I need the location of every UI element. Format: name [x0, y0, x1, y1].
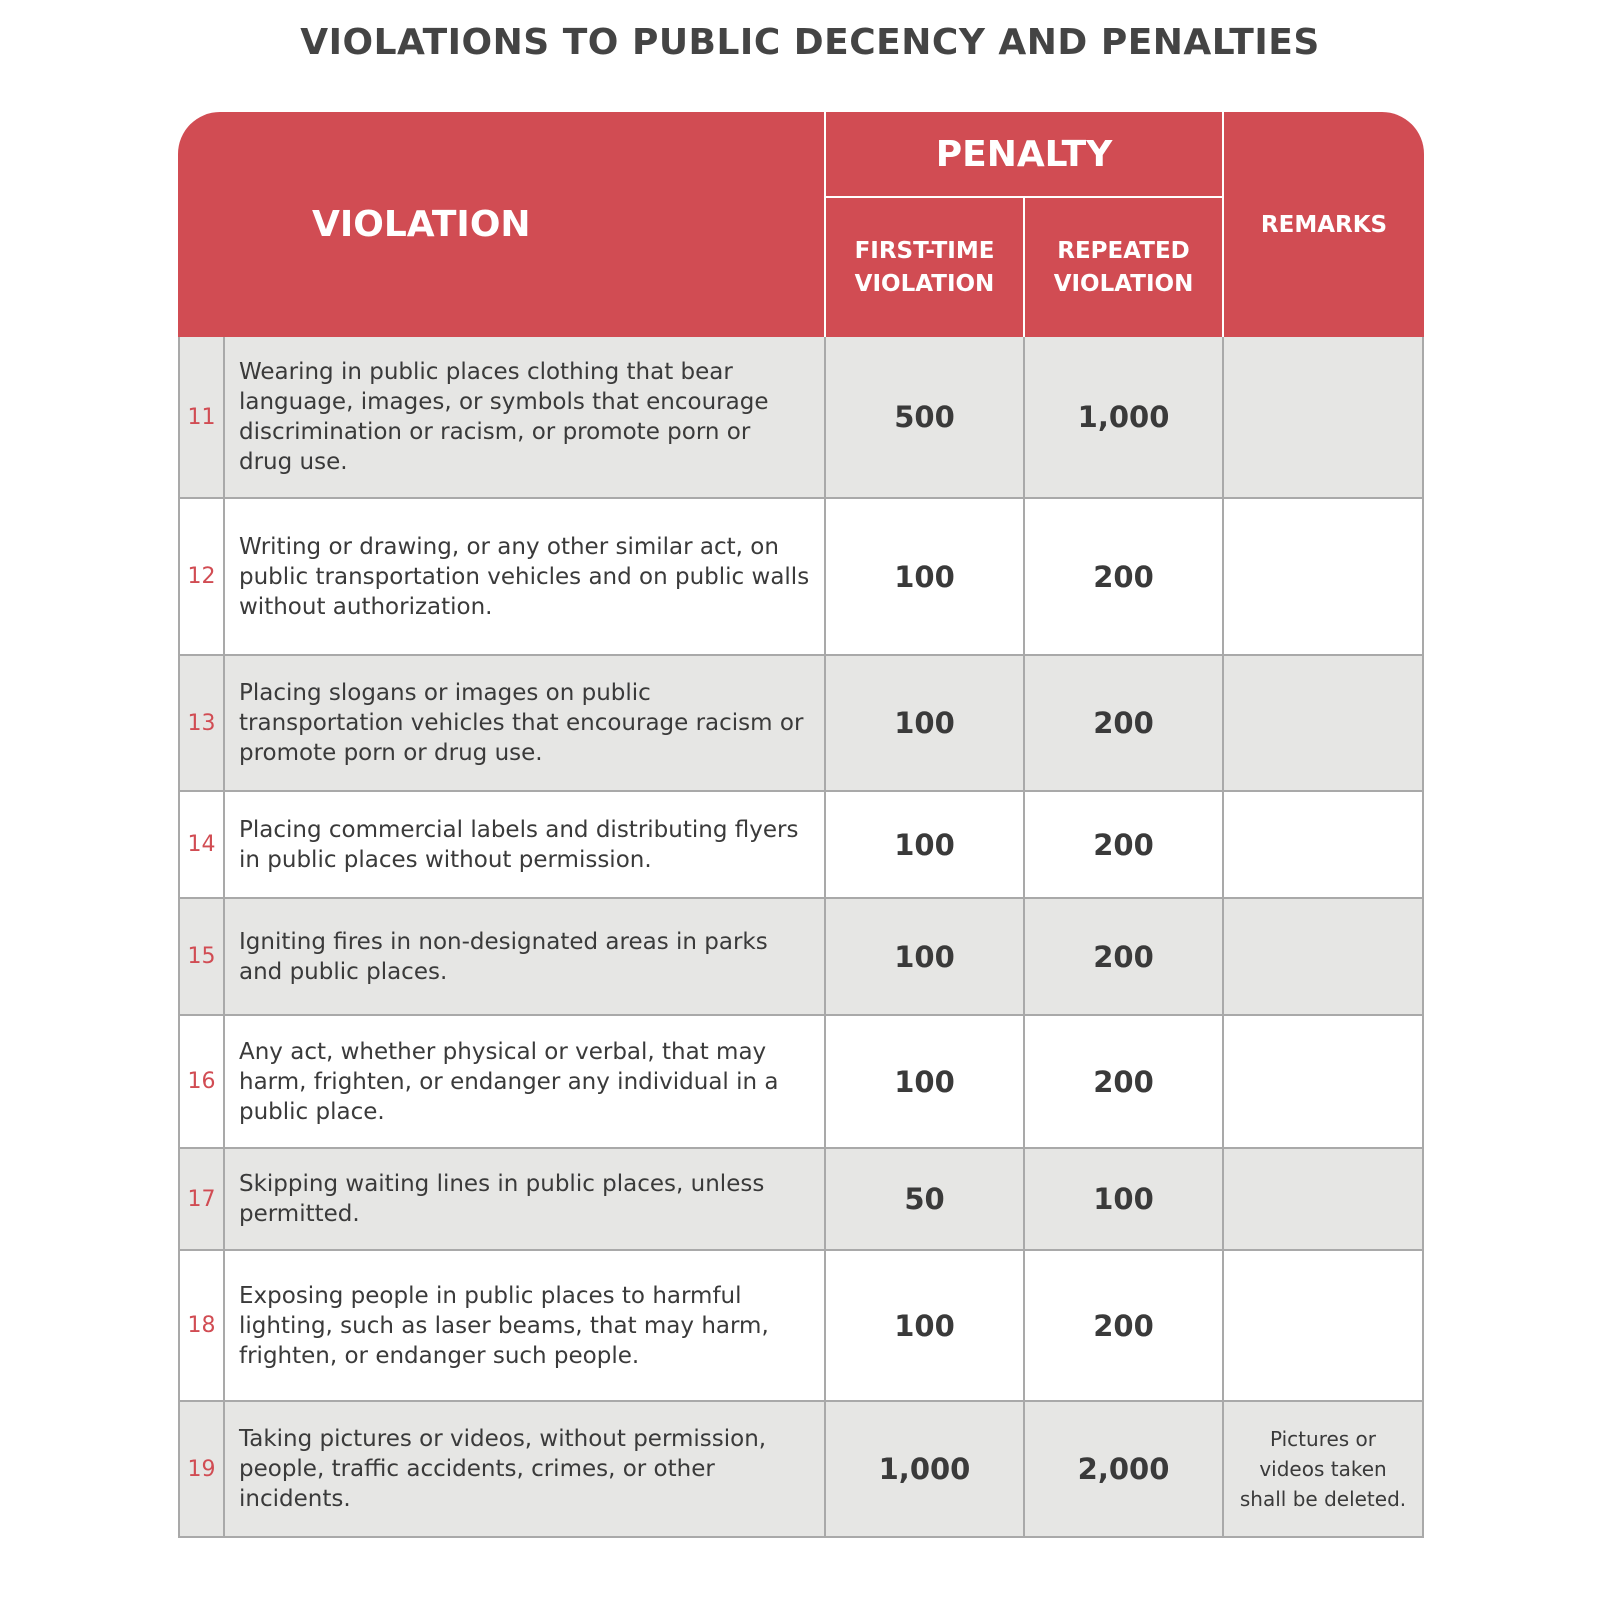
first-time-penalty: 100	[824, 499, 1023, 656]
violation-number: 19	[178, 1402, 225, 1538]
repeated-penalty: 100	[1023, 1149, 1222, 1251]
table-row	[178, 1251, 1424, 1402]
table-row	[178, 337, 1424, 499]
violation-number: 16	[178, 1016, 225, 1149]
remarks-column-header: REMARKS	[1222, 112, 1424, 337]
repeated-penalty: 1,000	[1023, 337, 1222, 499]
first-time-penalty: 500	[824, 337, 1023, 499]
page-title: VIOLATIONS TO PUBLIC DECENCY AND PENALTIES	[300, 22, 1320, 63]
violation-number: 18	[178, 1251, 225, 1402]
table-header	[178, 112, 1424, 337]
table-row	[178, 792, 1424, 899]
repeated-column-header: REPEATED VIOLATION	[1023, 198, 1222, 337]
first-time-penalty: 100	[824, 656, 1023, 792]
first-time-column-header: FIRST-TIME VIOLATION	[824, 198, 1023, 337]
table-row	[178, 499, 1424, 656]
violation-column-header: VIOLATION	[178, 112, 824, 337]
table-row	[178, 1016, 1424, 1149]
violation-description: Writing or drawing, or any other similar act, on public transportation vehicles and on public walls without authorization.	[225, 499, 824, 656]
violation-description: Igniting fires in non-designated areas in parks and public places.	[225, 899, 824, 1016]
repeated-penalty: 200	[1023, 1251, 1222, 1402]
violation-description: Placing commercial labels and distributing flyers in public places without permission.	[225, 792, 824, 899]
repeated-penalty: 200	[1023, 499, 1222, 656]
remarks-cell	[1222, 1149, 1424, 1251]
remarks-cell	[1222, 899, 1424, 1016]
first-time-penalty: 100	[824, 792, 1023, 899]
repeated-penalty: 200	[1023, 656, 1222, 792]
violation-description: Placing slogans or images on public transportation vehicles that encourage racism or promote porn or drug use.	[225, 656, 824, 792]
remarks-cell	[1222, 792, 1424, 899]
violation-number: 13	[178, 656, 225, 792]
first-time-penalty: 100	[824, 899, 1023, 1016]
penalties-table-container	[178, 112, 1424, 1538]
violation-number: 17	[178, 1149, 225, 1251]
table-body	[178, 337, 1424, 1538]
repeated-penalty: 200	[1023, 1016, 1222, 1149]
violation-number: 12	[178, 499, 225, 656]
violation-number: 11	[178, 337, 225, 499]
remarks-cell	[1222, 337, 1424, 499]
remarks-cell: Pictures or videos taken shall be deleted.	[1222, 1402, 1424, 1538]
repeated-penalty: 200	[1023, 899, 1222, 1016]
violation-description: Wearing in public places clothing that bear language, images, or symbols that encourage discrimination or racism, or promote porn or drug use.	[225, 337, 824, 499]
table-row	[178, 1402, 1424, 1538]
remarks-cell	[1222, 499, 1424, 656]
first-time-penalty: 50	[824, 1149, 1023, 1251]
table-row	[178, 899, 1424, 1016]
remarks-cell	[1222, 1016, 1424, 1149]
table-row	[178, 656, 1424, 792]
violation-description: Exposing people in public places to harmful lighting, such as laser beams, that may harm, frighten, or endanger such people.	[225, 1251, 824, 1402]
penalty-group-header: PENALTY	[824, 112, 1222, 198]
penalties-table	[178, 112, 1424, 1538]
violation-number: 15	[178, 899, 225, 1016]
first-time-penalty: 100	[824, 1251, 1023, 1402]
first-time-penalty: 100	[824, 1016, 1023, 1149]
first-time-penalty: 1,000	[824, 1402, 1023, 1538]
violation-description: Any act, whether physical or verbal, that may harm, frighten, or endanger any individual in a public place.	[225, 1016, 824, 1149]
violation-description: Skipping waiting lines in public places, unless permitted.	[225, 1149, 824, 1251]
violation-number: 14	[178, 792, 225, 899]
repeated-penalty: 2,000	[1023, 1402, 1222, 1538]
repeated-penalty: 200	[1023, 792, 1222, 899]
remarks-cell	[1222, 656, 1424, 792]
remarks-cell	[1222, 1251, 1424, 1402]
table-row	[178, 1149, 1424, 1251]
violation-description: Taking pictures or videos, without permission, people, traffic accidents, crimes, or other incidents.	[225, 1402, 824, 1538]
